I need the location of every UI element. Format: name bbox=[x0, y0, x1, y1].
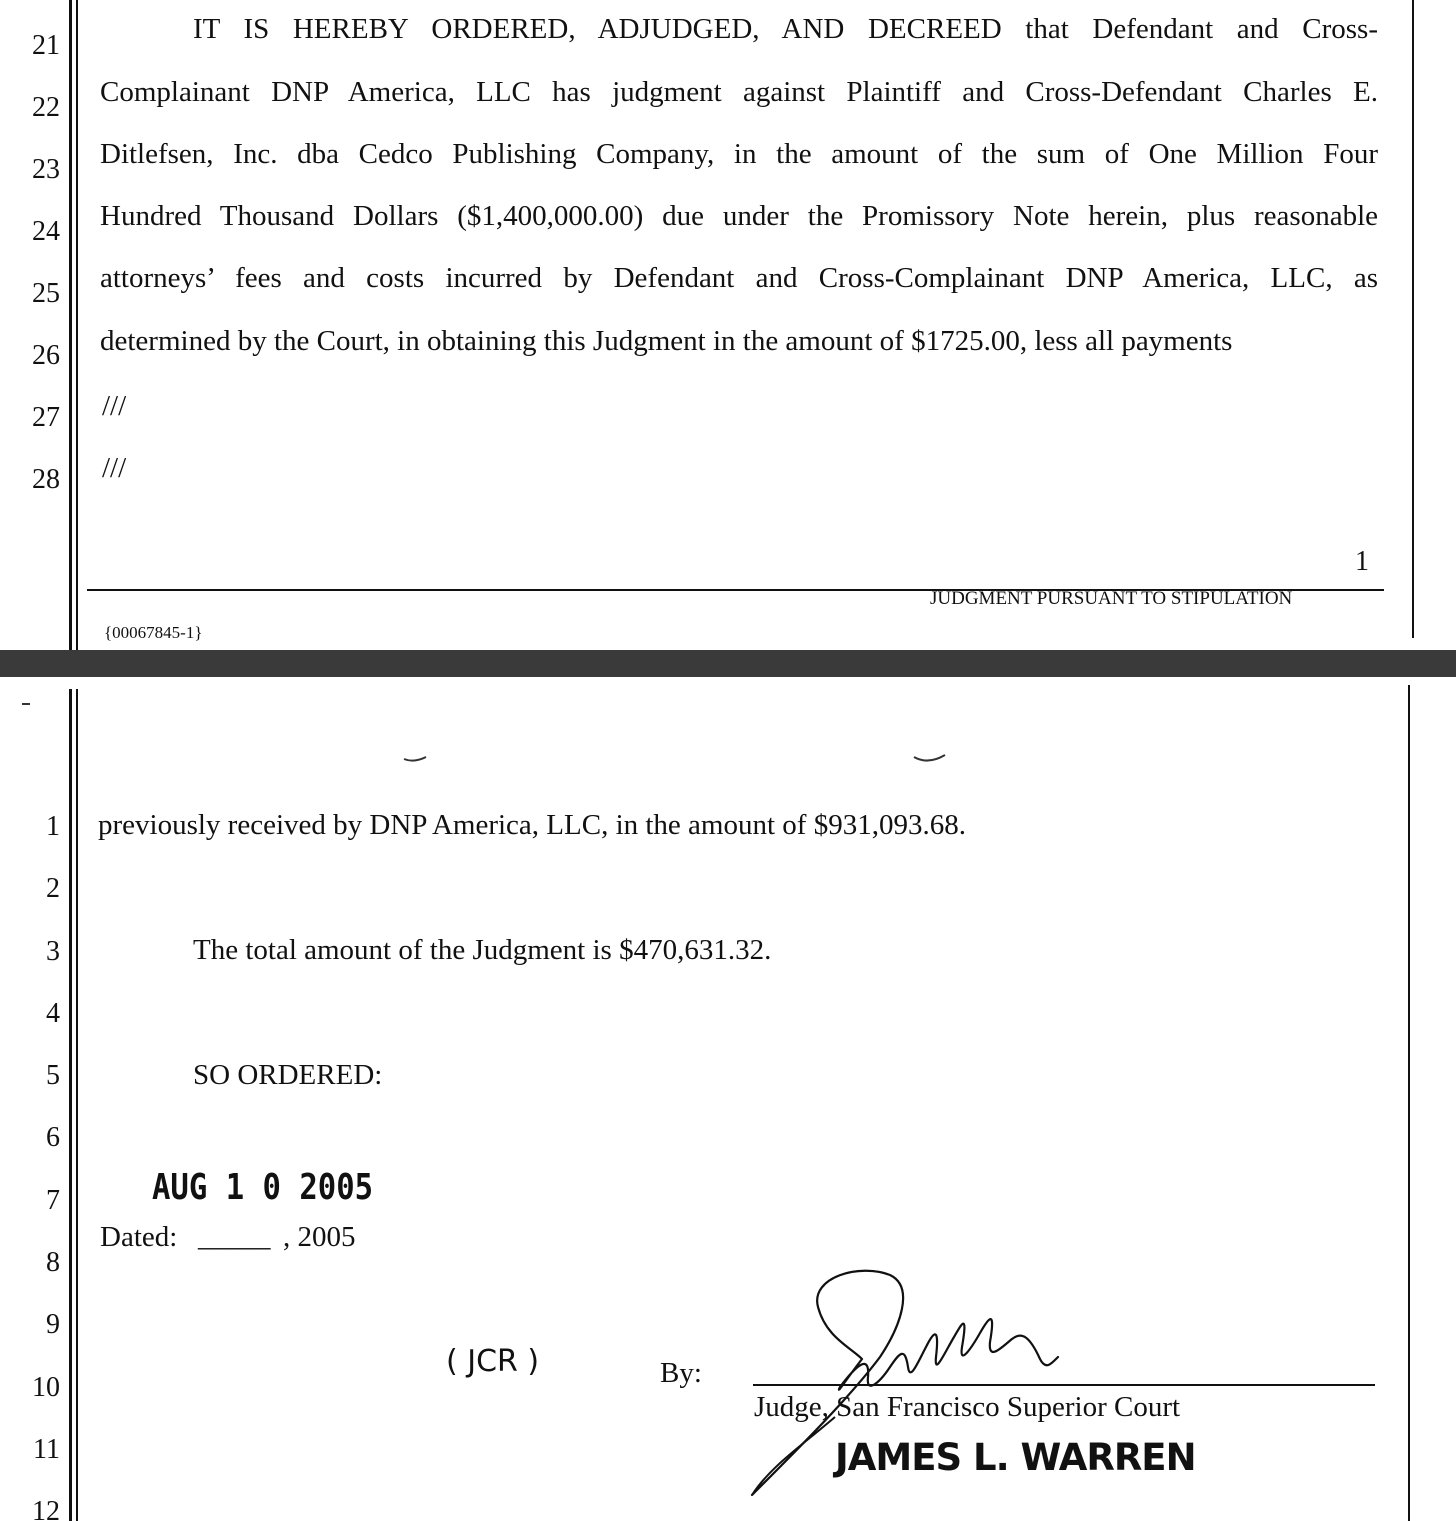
line-number: 5 bbox=[46, 1060, 60, 1091]
line-number: 10 bbox=[32, 1372, 60, 1403]
judgment-continuation-line: previously received by DNP America, LLC, in the amount of $931,093.68. bbox=[98, 809, 966, 841]
page-number: 1 bbox=[1355, 546, 1369, 577]
line-number: 27 bbox=[32, 402, 60, 433]
scan-mark bbox=[22, 703, 30, 705]
line-number: 26 bbox=[32, 340, 60, 371]
line-number: 22 bbox=[32, 92, 60, 123]
right-margin-rule bbox=[1412, 0, 1414, 638]
dated-blank: _____ bbox=[198, 1221, 271, 1253]
document-page-top bbox=[0, 0, 1456, 650]
line-number: 25 bbox=[32, 278, 60, 309]
left-margin-rule-outer bbox=[69, 689, 72, 1521]
left-margin-rule-inner bbox=[76, 0, 78, 650]
dated-label: Dated: bbox=[100, 1221, 178, 1253]
continuation-mark: /// bbox=[102, 452, 127, 484]
paragraph-line: determined by the Court, in obtaining this Judgment in the amount of $1725.00, less all payments bbox=[100, 325, 1233, 357]
page-separator bbox=[0, 650, 1456, 677]
left-margin-rule-inner bbox=[76, 689, 78, 1521]
line-number: 21 bbox=[32, 30, 60, 61]
date-stamp: AUG 1 0 2005 bbox=[152, 1167, 374, 1208]
line-number: 23 bbox=[32, 154, 60, 185]
footer-title: JUDGMENT PURSUANT TO STIPULATION bbox=[930, 588, 1293, 609]
line-number: 8 bbox=[46, 1247, 60, 1278]
judge-caption: Judge, San Francisco Superior Court bbox=[754, 1391, 1181, 1423]
line-number: 12 bbox=[32, 1496, 60, 1521]
dated-year: , 2005 bbox=[283, 1221, 356, 1253]
line-number: 9 bbox=[46, 1309, 60, 1340]
line-number: 28 bbox=[32, 464, 60, 495]
judgment-total-line: The total amount of the Judgment is $470,631.32. bbox=[193, 934, 772, 966]
line-number: 4 bbox=[46, 998, 60, 1029]
continuation-mark: /// bbox=[102, 390, 127, 422]
paragraph-line: Ditlefsen, Inc. dba Cedco Publishing Company, in the amount of the sum of One Million Four bbox=[100, 138, 1378, 170]
judge-signature bbox=[740, 1267, 1080, 1507]
judge-name-stamp: JAMES L. WARREN bbox=[835, 1436, 1196, 1479]
line-number: 6 bbox=[46, 1122, 60, 1153]
right-margin-rule bbox=[1408, 685, 1410, 1521]
line-number: 3 bbox=[46, 936, 60, 967]
paragraph-line: Complainant DNP America, LLC has judgment against Plaintiff and Cross-Defendant Charles E. bbox=[100, 76, 1378, 108]
paragraph-line: attorneys’ fees and costs incurred by Defendant and Cross-Complainant DNP America, LLC, as bbox=[100, 262, 1378, 294]
by-label: By: bbox=[660, 1357, 702, 1389]
document-id: {00067845-1} bbox=[104, 623, 203, 642]
paragraph-line: IT IS HEREBY ORDERED, ADJUDGED, AND DECREED that Defendant and Cross- bbox=[193, 13, 1378, 45]
line-number: 11 bbox=[33, 1434, 60, 1465]
line-number: 7 bbox=[46, 1185, 60, 1216]
paragraph-line: Hundred Thousand Dollars ($1,400,000.00) due under the Promissory Note herein, plus reasonable bbox=[100, 200, 1378, 232]
handwritten-initials: ( JCR ) bbox=[446, 1344, 540, 1379]
line-number: 2 bbox=[46, 873, 60, 904]
document-page-bottom bbox=[0, 677, 1456, 1521]
line-number: 24 bbox=[32, 216, 60, 247]
left-margin-rule-outer bbox=[69, 0, 72, 650]
scan-marks bbox=[400, 747, 960, 777]
so-ordered-text: SO ORDERED: bbox=[193, 1059, 383, 1091]
line-number: 1 bbox=[46, 811, 60, 842]
